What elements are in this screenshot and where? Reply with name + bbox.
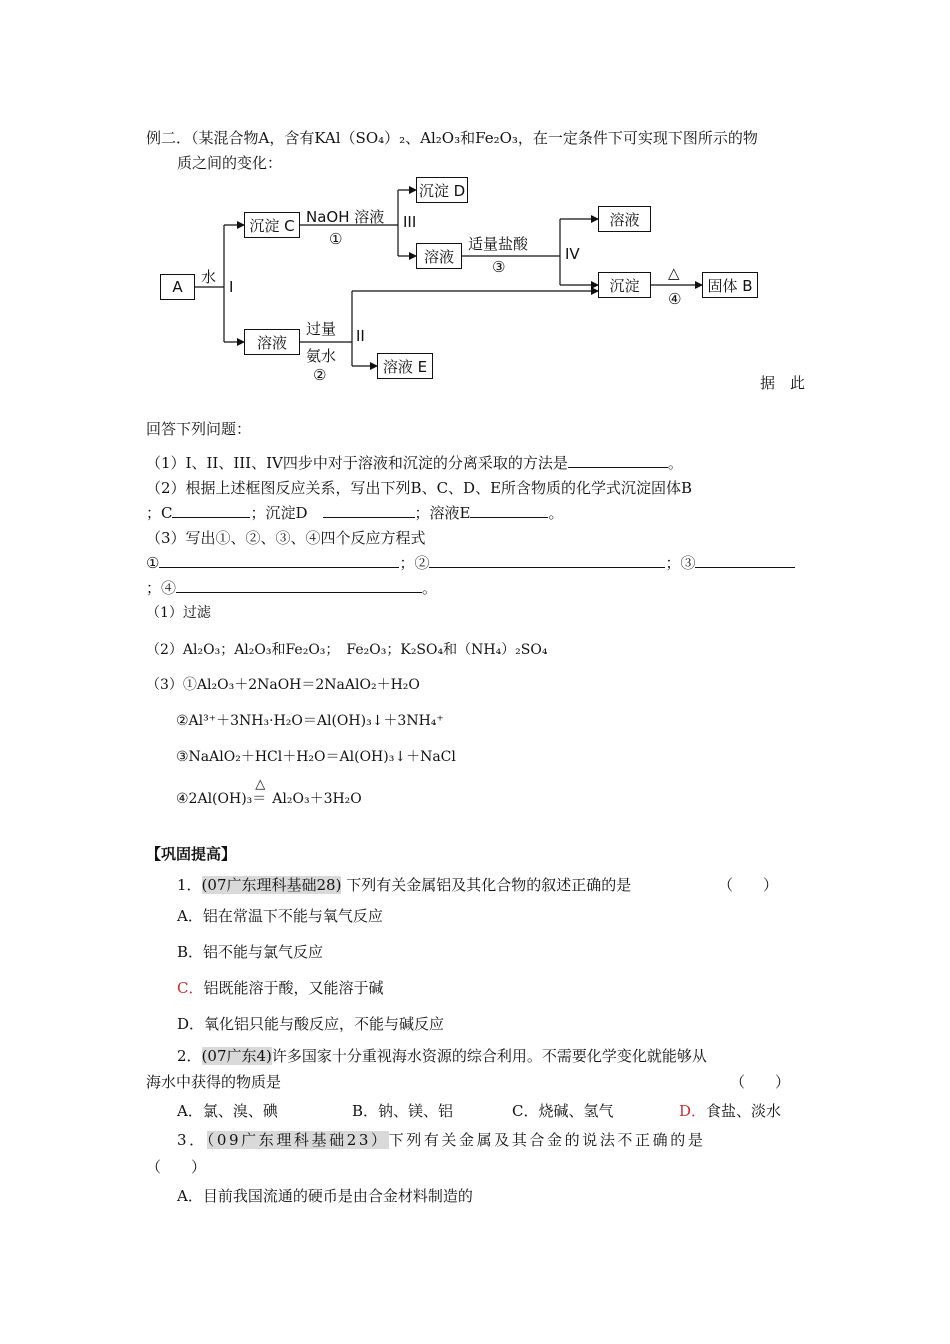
box-solution-3: 溶液	[598, 206, 651, 232]
label-excess: 过量	[306, 320, 337, 338]
label-hcl: 适量盐酸	[468, 235, 529, 253]
example-line-2: 质之间的变化：	[177, 154, 283, 172]
label-reaction-4: ④	[668, 290, 682, 308]
box-solution-2: 溶液	[416, 243, 462, 269]
source-tag: （09广东理科基础23）	[206, 1131, 389, 1149]
answer-3-4: ④2Al(OH)₃ △ ＝ Al₂O₃＋3H₂O	[176, 777, 362, 807]
answer-1: （1）过滤	[146, 605, 211, 621]
box-solution-1: 溶液	[244, 329, 300, 355]
option-1a: A．铝在常温下不能与氧气反应	[177, 907, 383, 925]
label-naoh: NaOH 溶液	[306, 208, 385, 226]
question-3-line-2: ；④ 。	[146, 579, 438, 597]
label-reaction-2: ②	[313, 366, 327, 384]
label-water: 水	[201, 268, 217, 286]
answer-paren-1: （ ）	[718, 876, 779, 894]
label-step-i: I	[229, 278, 234, 296]
blank-q1[interactable]	[568, 453, 668, 468]
blank-eq-4[interactable]	[176, 578, 422, 593]
c-question-1: 1．(07广东理科基础28) 下列有关金属铝及其化合物的叙述正确的是	[177, 876, 632, 894]
question-2-line-2: ；C ；沉淀D ；溶液E 。	[146, 504, 564, 522]
label-heat-delta: △	[668, 264, 680, 282]
option-2c: C．烧碱、氢气	[512, 1102, 614, 1120]
answer-intro-tail: 据 此	[760, 374, 806, 392]
option-2b: B．钠、镁、铝	[352, 1102, 454, 1120]
question-2-line-1: （2）根据上述框图反应关系，写出下列B、C、D、E所含物质的化学式沉淀固体B	[146, 479, 693, 497]
box-solid-b: 固体 B	[702, 272, 758, 298]
question-3: （3）写出①、②、③、④四个反应方程式	[146, 529, 426, 547]
blank-eq-1[interactable]	[159, 553, 399, 568]
box-a: A	[160, 274, 195, 300]
box-precipitate-d: 沉淀 D	[416, 177, 468, 203]
answer-paren-3: （ ）	[146, 1158, 207, 1176]
box-precipitate: 沉淀	[598, 272, 651, 298]
answer-2: （2）Al₂O₃；Al₂O₃和Fe₂O₃； Fe₂O₃；K₂SO₄和（NH₄）₂SO₄	[146, 642, 548, 658]
box-solution-e: 溶液 E	[377, 353, 433, 379]
label-step-ii: II	[356, 327, 365, 345]
box-precipitate-c: 沉淀 C	[244, 212, 300, 238]
option-1b: B．铝不能与氯气反应	[177, 943, 324, 961]
option-2d: D．食盐、淡水	[679, 1102, 782, 1120]
source-tag: (07广东4)	[201, 1047, 272, 1065]
label-ammonia: 氨水	[306, 347, 337, 365]
answer-paren-2: （ ）	[730, 1073, 791, 1091]
label-step-iii: III	[403, 213, 417, 231]
label-reaction-1: ①	[329, 230, 343, 248]
answer-3-2: ②Al³⁺＋3NH₃·H₂O＝Al(OH)₃↓＋3NH₄⁺	[176, 713, 444, 729]
c-question-2: 2．(07广东4)许多国家十分重视海水资源的综合利用。不需要化学变化就能够从	[177, 1047, 707, 1065]
example-line-1: 例二．（某混合物A，含有KAl（SO₄）₂、Al₂O₃和Fe₂O₃，在一定条件下可实现下图所示的物	[146, 129, 758, 147]
option-1d: D．氧化铝只能与酸反应，不能与碱反应	[177, 1015, 445, 1033]
c-question-2-line-2: 海水中获得的物质是	[146, 1073, 282, 1091]
option-2a: A．氯、溴、碘	[177, 1102, 278, 1120]
question-1: （1）I、II、III、IV四步中对于溶液和沉淀的分离采取的方法是 。	[146, 454, 683, 472]
label-reaction-3: ③	[492, 258, 506, 276]
blank-d[interactable]	[323, 503, 415, 518]
c-question-3: 3．（09广东理科基础23）下列有关金属及其合金的说法不正确的是	[177, 1131, 706, 1149]
heat-equals-sign: △ ＝	[252, 777, 267, 807]
blank-c[interactable]	[172, 503, 250, 518]
diagram-arrows	[0, 0, 950, 400]
section-heading: 【巩固提高】	[146, 845, 237, 863]
blank-eq-3[interactable]	[695, 553, 795, 568]
answer-3-1: （3）①Al₂O₃＋2NaOH＝2NaAlO₂＋H₂O	[146, 677, 420, 693]
blank-e[interactable]	[470, 503, 548, 518]
answer-intro-line: 回答下列问题：	[146, 420, 252, 438]
option-3a: A．目前我国流通的硬币是由合金材料制造的	[177, 1187, 473, 1205]
blank-eq-2[interactable]	[429, 553, 665, 568]
question-3-line-1: ① ；② ；③	[146, 553, 795, 573]
option-1c: C．铝既能溶于酸，又能溶于碱	[177, 979, 384, 997]
answer-3-3: ③NaAlO₂＋HCl＋H₂O＝Al(OH)₃↓＋NaCl	[176, 749, 456, 765]
source-tag: (07广东理科基础28)	[201, 876, 342, 894]
label-step-iv: IV	[565, 245, 580, 263]
